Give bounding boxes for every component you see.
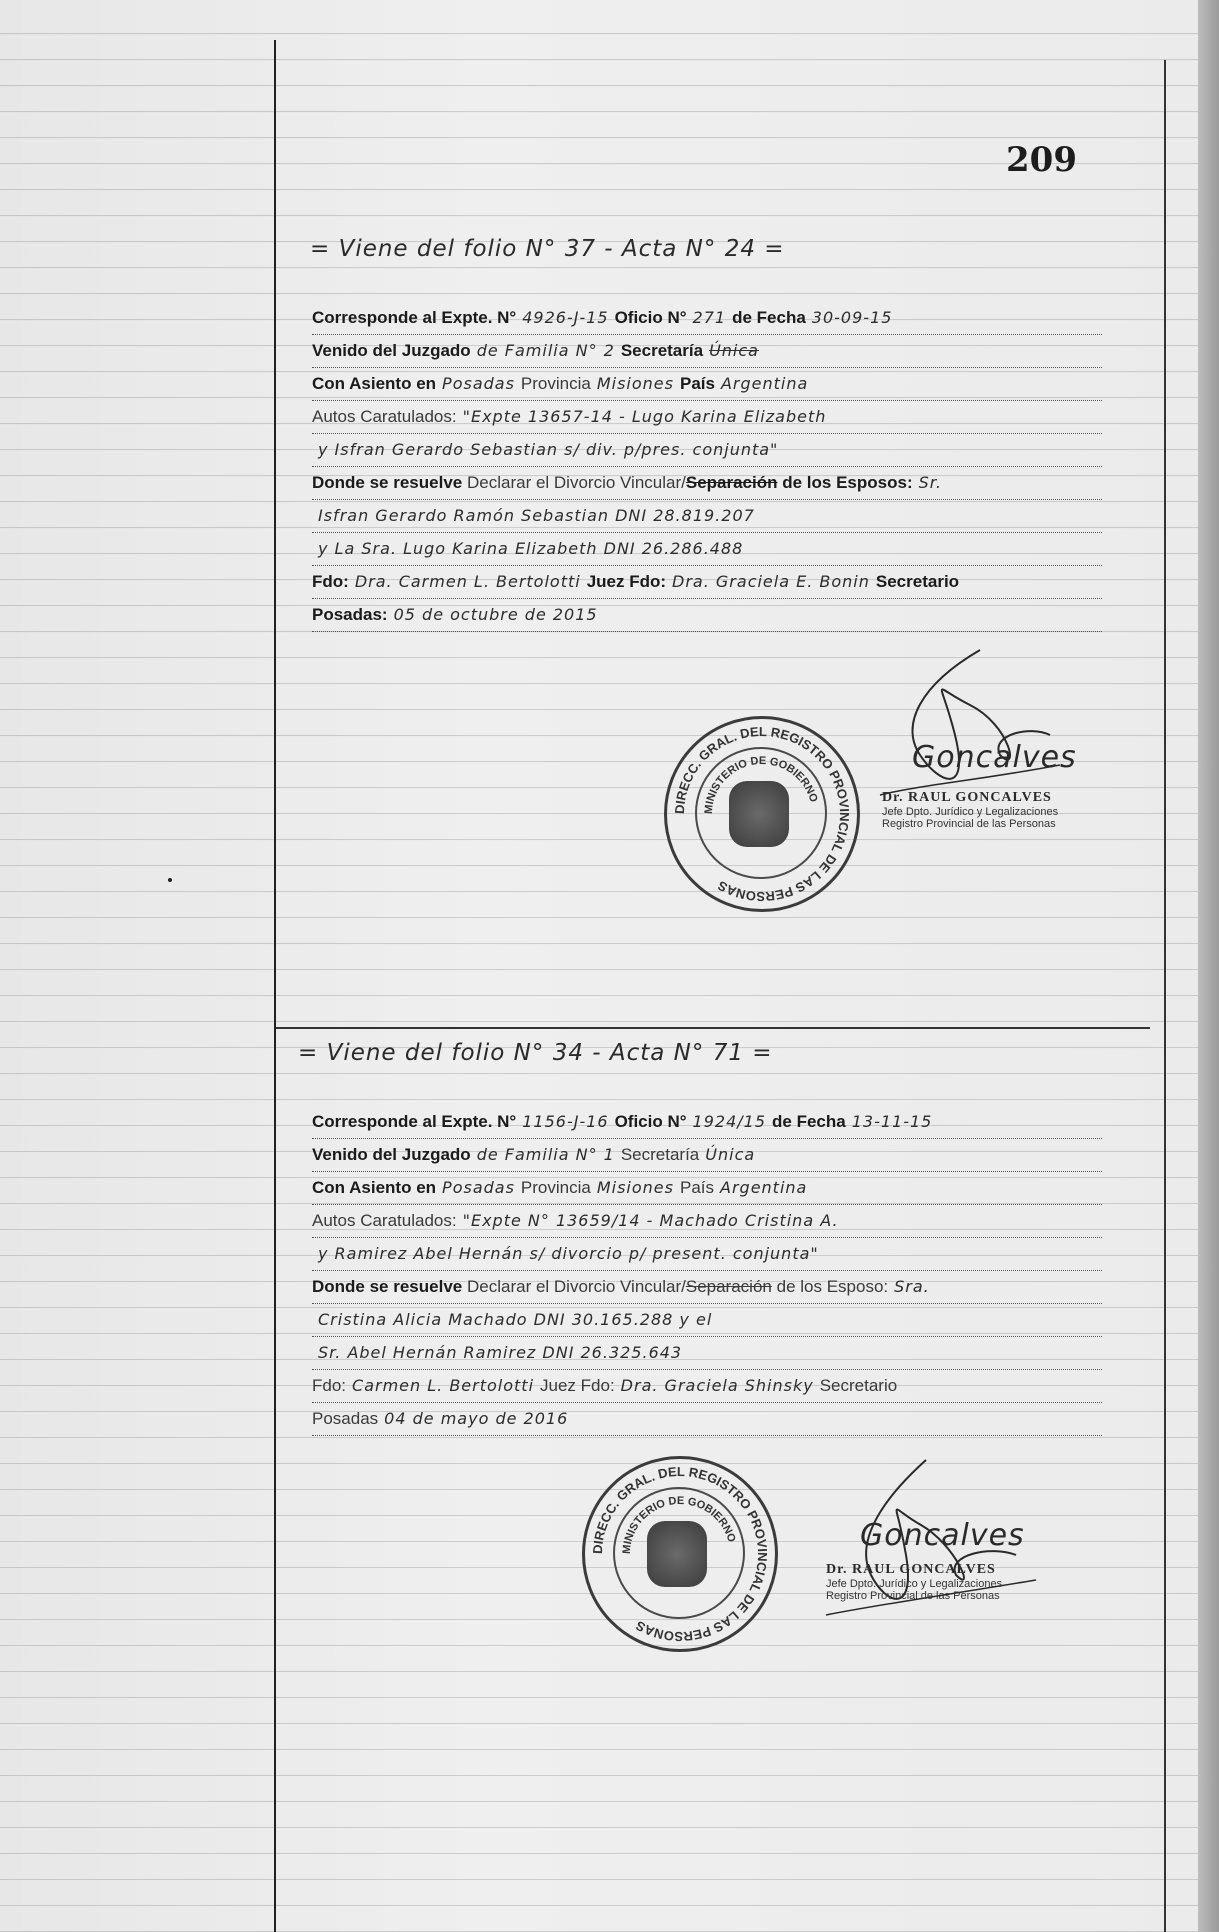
ink-dot <box>168 878 172 882</box>
signatory-name: Dr. RAUL GONCALVES <box>826 1562 996 1577</box>
pais-value: Argentina <box>720 374 809 393</box>
juez-label: Juez Fdo: <box>540 1376 615 1395</box>
signature-block <box>826 1562 1046 1602</box>
provincia-label: Provincia <box>520 374 591 393</box>
entry-1-form <box>312 302 1102 632</box>
autos-row-2 <box>312 434 1102 467</box>
pais-value: Argentina <box>720 1178 808 1197</box>
autos-row <box>312 401 1102 434</box>
esposo-1: Isfran Gerardo Ramón Sebastian DNI 28.819.207 <box>318 506 755 525</box>
right-margin-rule <box>1164 60 1166 1932</box>
official-stamp <box>582 1456 778 1652</box>
resuelve-label-3: de los Esposos: <box>782 473 913 492</box>
entry-divider <box>276 1027 1150 1029</box>
posadas-row <box>312 1403 1102 1436</box>
posadas-value: 05 de octubre de 2015 <box>393 605 598 624</box>
fdo-label: Fdo: <box>312 1376 347 1395</box>
secretaria-value: Única <box>705 1145 756 1164</box>
signature-scrawl: Goncalves <box>912 740 1077 775</box>
signatory-name: Dr. RAUL GONCALVES <box>882 790 1052 805</box>
coat-of-arms-icon <box>647 1521 707 1587</box>
provincia-label: Provincia <box>520 1178 591 1197</box>
fdo-juez: Dra. Carmen L. Bertolotti <box>354 572 581 591</box>
signatory-title-2: Registro Provincial de las Personas <box>826 1590 1000 1602</box>
signatory-title-1: Jefe Dpto. Jurídico y Legalizaciones <box>882 806 1059 818</box>
juzgado-row <box>312 1139 1102 1172</box>
stamp-inner-text: MINISTERIO DE GOBIERNO <box>620 1494 738 1555</box>
esposo-2: y La Sra. Lugo Karina Elizabeth DNI 26.286.488 <box>318 539 744 558</box>
juzgado-label: Venido del Juzgado <box>312 1145 471 1164</box>
resuelve-row <box>312 467 1102 500</box>
resuelve-struck: Separación <box>685 473 778 492</box>
oficio-label: Oficio N° <box>614 308 687 327</box>
stamp-inner-text: MINISTERIO DE GOBIERNO <box>702 754 820 815</box>
official-stamp <box>664 716 860 912</box>
pais-label: País <box>679 1178 715 1197</box>
autos-label: Autos Caratulados: <box>312 407 457 426</box>
secretario-label: Secretario <box>819 1376 898 1395</box>
juzgado-value: de Familia N° 2 <box>476 341 615 360</box>
esposo-2: Sr. Abel Hernán Ramirez DNI 26.325.643 <box>318 1343 683 1362</box>
resuelve-value-1: Sra. <box>894 1277 930 1296</box>
provincia-value: Misiones <box>596 1178 674 1197</box>
entry-2-header: = Viene del folio N° 34 - Acta N° 71 = <box>298 1040 773 1066</box>
autos-row <box>312 1205 1102 1238</box>
signatory-title-2: Registro Provincial de las Personas <box>882 818 1056 830</box>
expte-label: Corresponde al Expte. N° <box>312 1112 517 1131</box>
autos-row-2 <box>312 1238 1102 1271</box>
fdo-row <box>312 566 1102 599</box>
fdo-row <box>312 1370 1102 1403</box>
stamp-outer-text: DIRECC. GRAL. DEL REGISTRO PROVINCIAL DE LAS PERSONAS <box>589 1463 771 1645</box>
resuelve-value-1: Sr. <box>918 473 942 492</box>
juez-label: Juez Fdo: <box>586 572 667 591</box>
signature-block <box>882 790 1102 830</box>
asiento-value: Posadas <box>442 374 515 393</box>
resuelve-row <box>312 1271 1102 1304</box>
entry-1-header: = Viene del folio N° 37 - Acta N° 24 = <box>310 236 785 262</box>
juzgado-row <box>312 335 1102 368</box>
resuelve-label-2: Declarar el Divorcio Vincular/ <box>466 473 686 492</box>
asiento-value: Posadas <box>442 1178 515 1197</box>
fdo-juez: Carmen L. Bertolotti <box>352 1376 535 1395</box>
autos-value-2: y Isfran Gerardo Sebastian s/ div. p/pres. conjunta" <box>318 440 779 459</box>
asiento-label: Con Asiento en <box>312 374 437 393</box>
oficio-label: Oficio N° <box>614 1112 687 1131</box>
juzgado-value: de Familia N° 1 <box>476 1145 615 1164</box>
autos-value-1: "Expte N° 13659/14 - Machado Cristina A. <box>462 1211 839 1230</box>
signature-scrawl: Goncalves <box>860 1518 1025 1553</box>
asiento-row <box>312 1172 1102 1205</box>
secretaria-label: Secretaría <box>620 341 704 360</box>
resuelve-label-1: Donde se resuelve <box>312 1277 463 1296</box>
autos-label: Autos Caratulados: <box>312 1211 457 1230</box>
signatory-title-1: Jefe Dpto. Jurídico y Legalizaciones <box>826 1578 1003 1590</box>
fecha-value: 13-11-15 <box>851 1112 933 1131</box>
fecha-label: de Fecha <box>772 1112 846 1131</box>
page-edge-shadow <box>1198 0 1219 1932</box>
autos-value-2: y Ramirez Abel Hernán s/ divorcio p/ present. conjunta" <box>318 1244 819 1263</box>
posadas-label: Posadas: <box>312 605 388 624</box>
esposo-row-2 <box>312 533 1102 566</box>
posadas-label: Posadas <box>312 1409 379 1428</box>
expte-value: 1156-J-16 <box>522 1112 609 1131</box>
fdo-secretario: Dra. Graciela E. Bonin <box>672 572 870 591</box>
esposo-row-1 <box>312 1304 1102 1337</box>
coat-of-arms-icon <box>729 781 789 847</box>
provincia-value: Misiones <box>596 374 674 393</box>
esposo-1: Cristina Alicia Machado DNI 30.165.288 y el <box>318 1310 713 1329</box>
fecha-label: de Fecha <box>732 308 806 327</box>
posadas-row <box>312 599 1102 632</box>
asiento-label: Con Asiento en <box>312 1178 437 1197</box>
resuelve-label-3: de los Esposo: <box>776 1277 889 1296</box>
folio-number: 209 <box>1006 140 1077 180</box>
autos-value-1: "Expte 13657-14 - Lugo Karina Elizabeth <box>462 407 827 426</box>
oficio-value: 1924/15 <box>692 1112 767 1131</box>
entry-2-form <box>312 1106 1102 1436</box>
stamp-outer-text: DIRECC. GRAL. DEL REGISTRO PROVINCIAL DE LAS PERSONAS <box>671 723 853 905</box>
fecha-value: 30-09-15 <box>811 308 893 327</box>
expte-row <box>312 1106 1102 1139</box>
fdo-secretario: Dra. Graciela Shinsky <box>620 1376 814 1395</box>
secretario-label: Secretario <box>875 572 960 591</box>
expte-row <box>312 302 1102 335</box>
posadas-value: 04 de mayo de 2016 <box>384 1409 569 1428</box>
fdo-label: Fdo: <box>312 572 349 591</box>
esposo-row-2 <box>312 1337 1102 1370</box>
juzgado-label: Venido del Juzgado <box>312 341 471 360</box>
secretaria-value: Única <box>709 341 759 360</box>
secretaria-label: Secretaría <box>620 1145 700 1164</box>
oficio-value: 271 <box>692 308 727 327</box>
asiento-row <box>312 368 1102 401</box>
left-margin-rule <box>274 40 276 1932</box>
esposo-row-1 <box>312 500 1102 533</box>
expte-value: 4926-J-15 <box>522 308 609 327</box>
resuelve-label-2: Declarar el Divorcio Vincular/ <box>466 1277 686 1296</box>
resuelve-label-1: Donde se resuelve <box>312 473 463 492</box>
expte-label: Corresponde al Expte. N° <box>312 308 517 327</box>
resuelve-struck: Separación <box>685 1277 772 1296</box>
signature-scrawl-icon <box>860 645 1080 805</box>
pais-label: País <box>679 374 715 393</box>
